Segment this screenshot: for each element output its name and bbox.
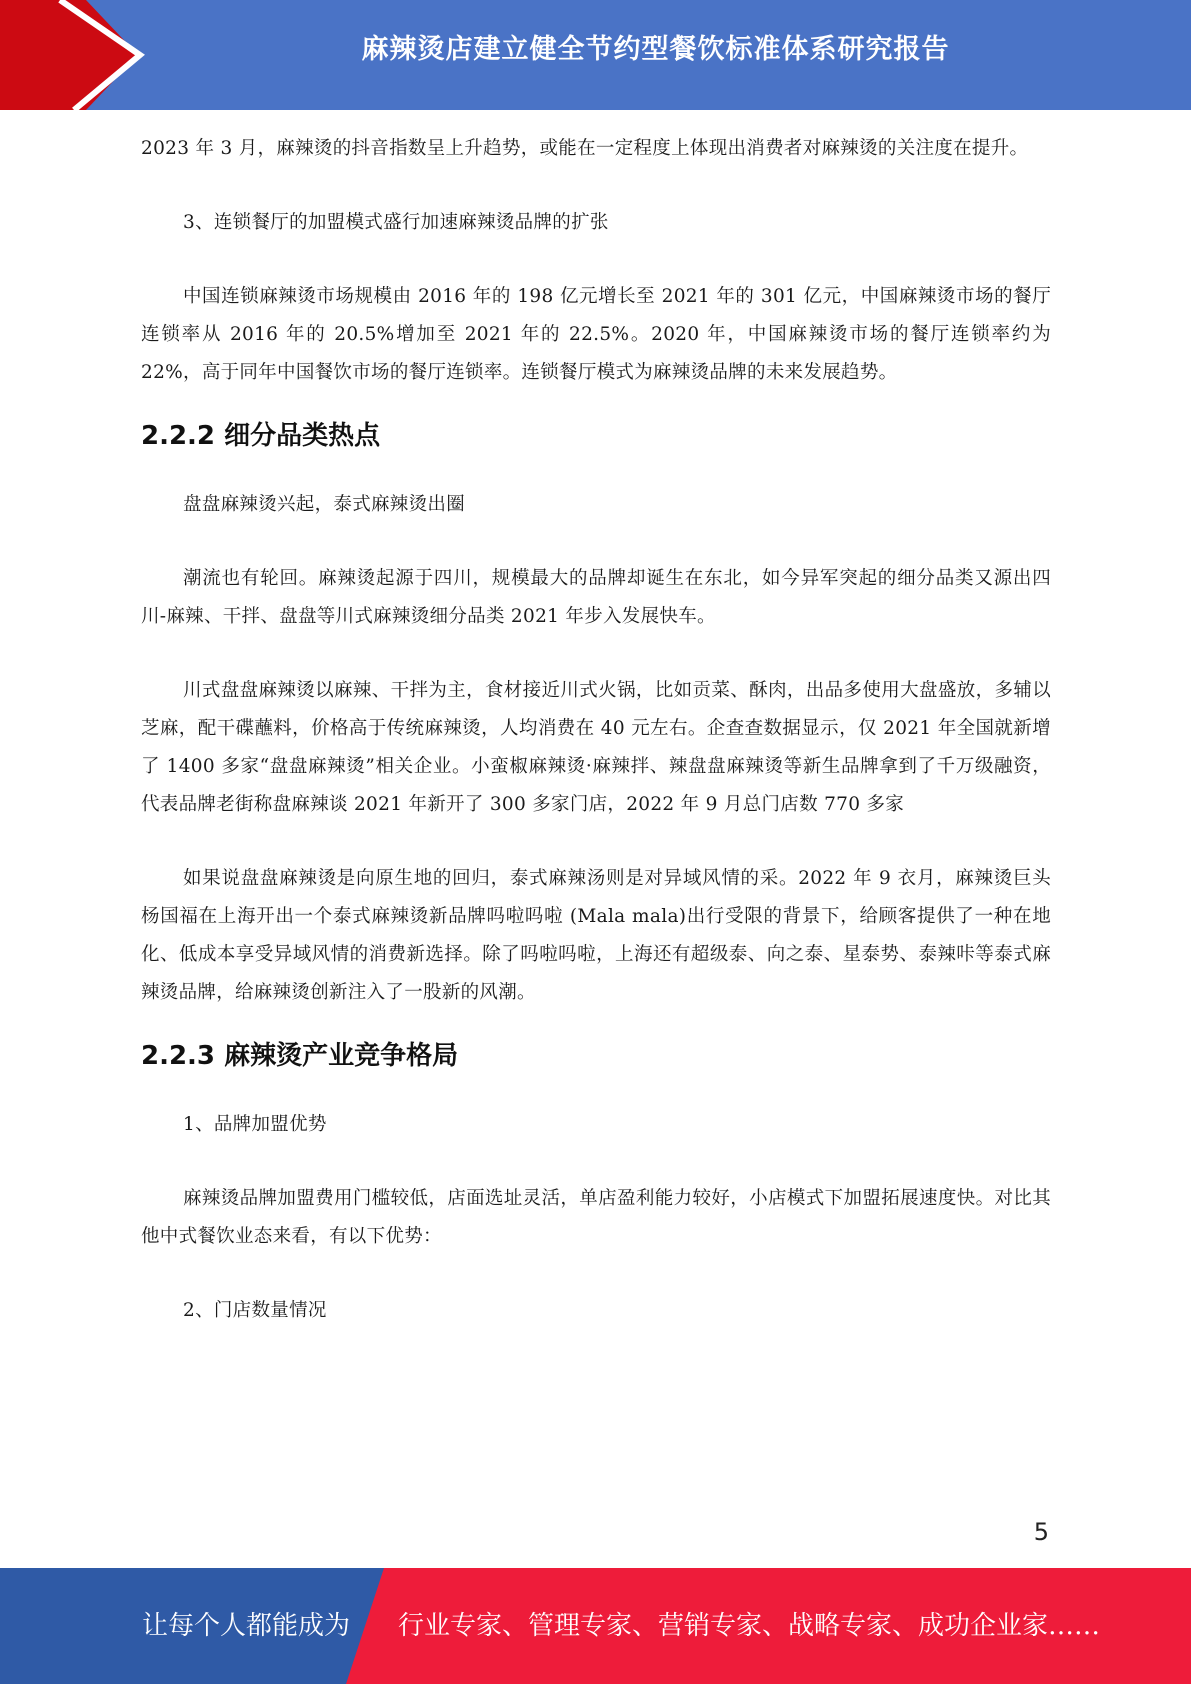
list-item-chain-expansion: 3、连锁餐厅的加盟模式盛行加速麻辣烫品牌的扩张: [183, 212, 609, 233]
document-body: [141, 130, 1051, 1330]
header-chevron-decoration: [0, 0, 160, 110]
section-heading-2-2-2: 2.2.2 细分品类热点: [141, 421, 381, 451]
footer-slogan-left: 让每个人都能成为: [142, 1611, 351, 1641]
page-number: 5: [1033, 1518, 1049, 1546]
paragraph: 麻辣烫品牌加盟费用门槛较低，店面选址灵活，单店盈利能力较好，小店模式下加盟拓展速度快。对比其他中式餐饮业态来看，有以下优势：: [141, 1188, 1051, 1247]
paragraph-subtitle: 盘盘麻辣烫兴起，泰式麻辣烫出圈: [183, 494, 466, 515]
list-item-store-count: 2、门店数量情况: [183, 1300, 327, 1321]
paragraph: 中国连锁麻辣烫市场规模由 2016 年的 198 亿元增长至 2021 年的 301 亿元，中国麻辣烫市场的餐厅连锁率从 2016 年的 20.5%增加至 2021 年的 22.5%。2020 年，中国麻辣烫市场的餐厅连锁率约为 22%，高于同年中国餐饮市场的餐厅连锁率。连锁餐厅模式为麻辣烫品牌的未来发展趋势。: [141, 286, 1051, 383]
page-header: [0, 0, 1191, 110]
list-item-brand-franchise: 1、品牌加盟优势: [183, 1114, 327, 1135]
page-footer: [0, 1568, 1191, 1684]
paragraph: 2023 年 3 月，麻辣烫的抖音指数呈上升趋势，或能在一定程度上体现出消费者对麻辣烫的关注度在提升。: [141, 138, 1029, 159]
report-title: 麻辣烫店建立健全节约型餐饮标准体系研究报告: [361, 34, 950, 65]
paragraph: 潮流也有轮回。麻辣烫起源于四川，规模最大的品牌却诞生在东北，如今异军突起的细分品类又源出四川-麻辣、干拌、盘盘等川式麻辣烫细分品类 2021 年步入发展快车。: [141, 568, 1051, 627]
paragraph: 如果说盘盘麻辣烫是向原生地的回归，泰式麻辣汤则是对异域风情的采。2022 年 9 衣月，麻辣烫巨头杨国福在上海开出一个泰式麻辣烫新品牌吗啦吗啦 (Mala mala)出行受限的背景下，给顾客提供了一种在地化、低成本享受异域风情的消费新选择。除了吗啦吗啦，上海还有超级泰、向之泰、星泰势、泰辣咔等泰式麻辣烫品牌，给麻辣烫创新注入了一股新的风潮。: [141, 868, 1051, 1003]
section-heading-2-2-3: 2.2.3 麻辣烫产业竞争格局: [141, 1041, 459, 1071]
footer-slogan-right: 行业专家、管理专家、营销专家、战略专家、成功企业家……: [398, 1611, 1101, 1641]
paragraph: 川式盘盘麻辣烫以麻辣、干拌为主，食材接近川式火锅，比如贡菜、酥肉，出品多使用大盘盛放，多辅以芝麻，配干碟蘸料，价格高于传统麻辣烫，人均消费在 40 元左右。企查查数据显示，仅 2021 年全国就新增了 1400 多家“盘盘麻辣烫”相关企业。小蛮椒麻辣烫·麻辣拌、辣盘盘麻辣烫等新生品牌拿到了千万级融资，代表品牌老街称盘麻辣谈 2021 年新开了 300 多家门店，2022 年 9 月总门店数 770 多家: [141, 680, 1051, 815]
